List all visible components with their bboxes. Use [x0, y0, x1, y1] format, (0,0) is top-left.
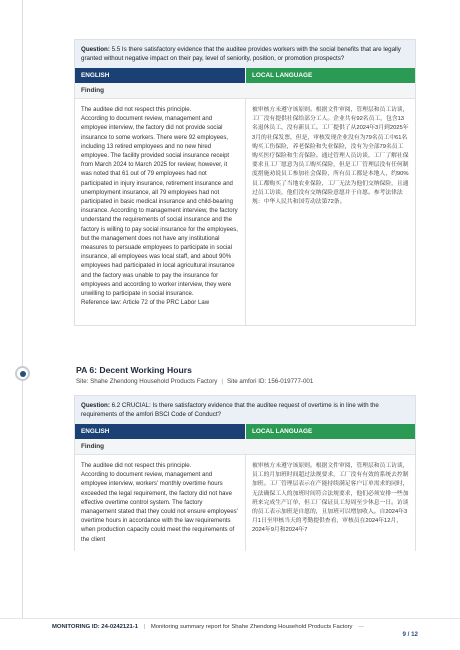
finding-body-row [75, 455, 415, 551]
finding-english-text: The auditee did not respect this principle. According to document review, management and employee interview, the factory did not provide social insurance to some workers. There were 92 employees, including 13 retired employees and no new hired employee. The facility provided social insurance receipt from March 2024 to March 2025 for review; however, it was noted that 61 out of 79 employees had not participated in injury insurance, retirement insurance and unemployment insurance, all 79 employees had not participated in basic medical insurance and child-bearing insurance. According to management interview, the factory understand the requirements of social insurance and the factory is willing to pay social insurance for the employees, but the management does not have any institutional measures to persuade employees to participate in social insurance, all employees was local staff, and about 90% employees had participated in local agricultural insurance and the factory was unable to pay the insurance for employees and according to worker interview, they were unwilling to participate in social insurance. Reference law: Article 72 of the PRC Labor Law [81, 107, 238, 307]
page-number: 9 / 12 [402, 631, 418, 638]
question-header [75, 396, 415, 424]
monitoring-id: MONITORING ID: 24-0242121-1 [52, 624, 138, 630]
finding-label: Finding [75, 83, 415, 99]
language-header-row [75, 68, 415, 83]
footer-dash: — [358, 624, 365, 630]
question-text: 6.2 CRUCIAL: Is there satisfactory evidence that the auditee request of overtime is in line with the requirements of the amfori BSCI Code of Conduct? [81, 402, 379, 418]
question-label: Question: [81, 402, 110, 409]
footer-divider [0, 618, 460, 619]
finding-body-row [75, 99, 415, 325]
local-language-column-header: LOCAL LANGUAGE [245, 68, 415, 83]
local-language-column-header: LOCAL LANGUAGE [245, 424, 415, 439]
question-block-5-5 [74, 39, 416, 326]
pa-site-line [76, 377, 313, 386]
performance-area-header [76, 365, 313, 386]
page-footer [52, 623, 368, 631]
footer-separator: | [143, 624, 146, 630]
separator: | [221, 378, 223, 385]
language-header-row [75, 424, 415, 439]
question-header [75, 40, 415, 68]
finding-local-text: 被审核方未遵守该原则。根据文件审阅，管理层和员工访谈，员工的月加班时间超过法规要求，工厂没有有效的系统去控制加班。工厂管理层表示在产能持续满足客户订单需求的同时，无法确保工人的加班时间符合法规要求，他们必须安排一些加班来完成生产订单，但工厂保证员工每周至少休息一日。访谈的员工表示加班是自愿的，且加班可以增加收入。自2024年3月1日至审核当天的考勤提供查看，审核员在2024年12月，2024年9月和2024年7 [245, 455, 415, 551]
site-amfori-id: Site amfori ID: 156-019777-001 [226, 378, 314, 385]
question-text: 5.5 Is there satisfactory evidence that the auditee provides workers with the social benefits that are legally granted without negative impact on their pay, level of seniority, position, or promotion prospects? [81, 46, 401, 62]
finding-label: Finding [75, 439, 415, 455]
finding-english-text: The auditee did not respect this principle. According to document review, management and employee interview, workers' monthly overtime hours exceeded the legal requirement, the factory did not have effective overtime control system. The factory management stated that they could not ensure employees' overtime hours in accordance with the law requirements when production capacity could meet the requirements of the client [81, 463, 238, 543]
timeline-marker-icon [15, 366, 30, 381]
footer-summary: Monitoring summary report for Shahe Zhendong Household Products Factory [150, 624, 353, 630]
question-block-6-2 [74, 395, 416, 551]
english-column-header: ENGLISH [75, 68, 245, 83]
pa-title: PA 6: Decent Working Hours [76, 365, 192, 375]
finding-local-text: 被审核方未遵守该原则。根据文件审阅，管理层和员工访谈，工厂没有提供社保给部分工人。企业共有92名员工，包含13名退休员工，没有新员工。工厂提供了从2024年3月到2025年3月的社保发票，但是，审核发现企业没有为79名员工中61名购买工伤保险，养老保险和失业保险，没有为全部79名员工购买医疗保险和生育保险。通过管理人员访谈，工厂了解社保要求且工厂愿意为员工购买保险，但是工厂管理层没有任何制度措施劝说员工参加社会保险，所有员工都是本地人，约90%员工都购买了当地农业保险，工厂无法为他们交纳保险，且通过员工访谈，他们没有交纳保险意愿并于自愿。参考法律法规：中华人民共和国劳动法第72条。 [245, 99, 415, 325]
site-name: Site: Shahe Zhendong Household Products Factory [76, 378, 218, 385]
english-column-header: ENGLISH [75, 424, 245, 439]
timeline-line [22, 0, 23, 618]
question-label: Question: [81, 46, 110, 53]
